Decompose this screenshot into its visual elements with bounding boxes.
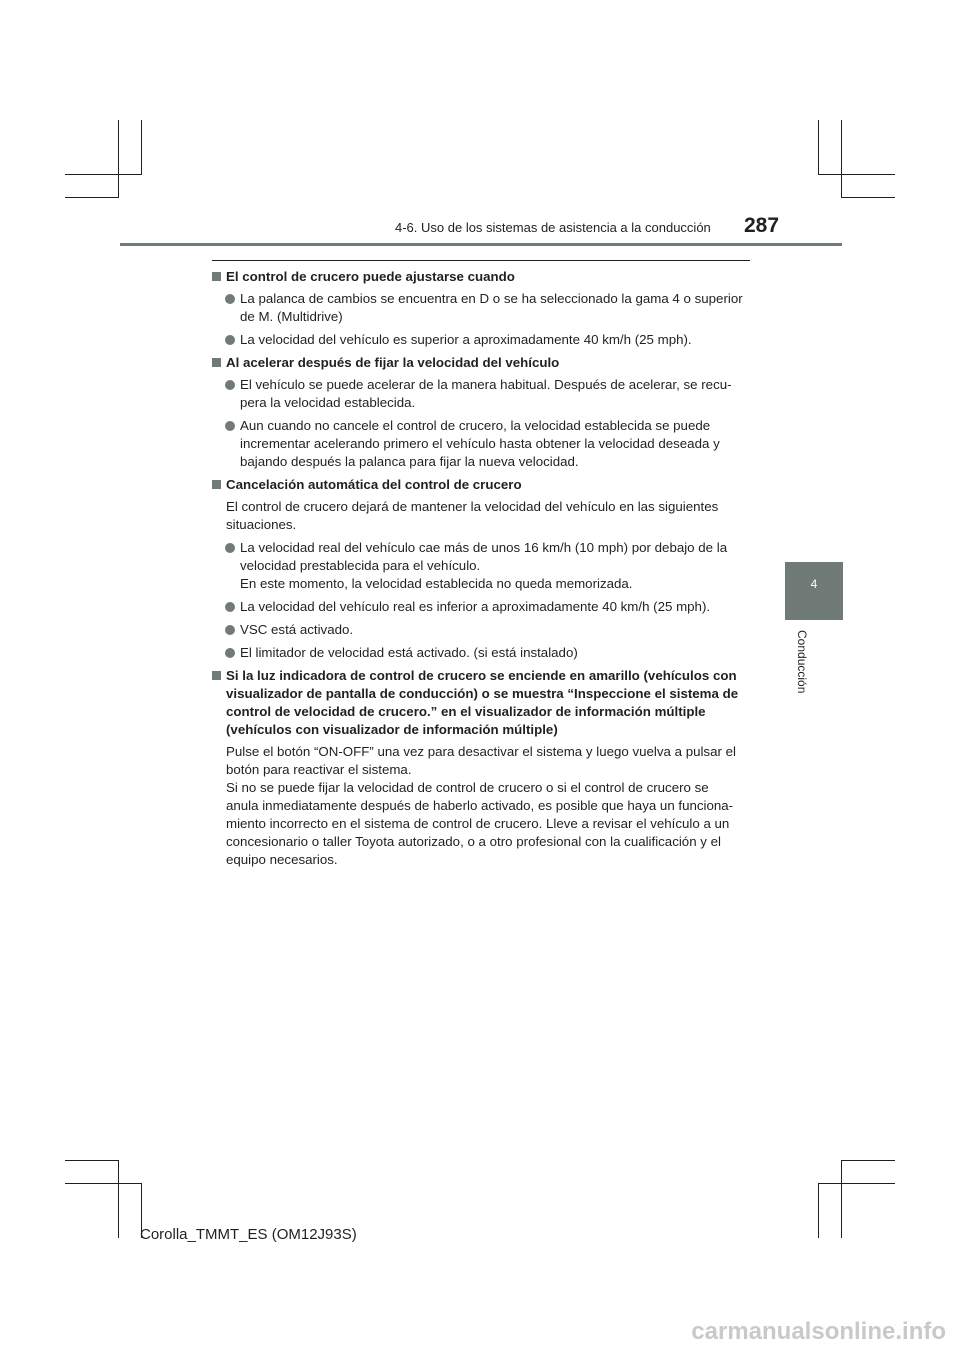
section-heading: Si la luz indicadora de control de crucero se enciende en amarillo (vehículos con visualizador de pantalla de conducción) o se muestra “Inspeccione el sistema de control de velocidad de crucero.” en el visualizador de información múltiple (vehículos con visualizador de información múltiple) (212, 667, 752, 739)
section-intro: El control de crucero dejará de mantener la velocidad del vehículo en las siguientes situaciones. (226, 499, 719, 532)
crop-mark (141, 120, 142, 175)
circle-bullet-icon (225, 543, 235, 553)
list-item: El vehículo se puede acelerar de la manera habitual. Después de acelerar, se recu- pera la velocidad establecida. (212, 376, 752, 412)
square-bullet-icon (212, 671, 221, 680)
chapter-label-text: Conducción (795, 630, 809, 694)
list-item: El limitador de velocidad está activado. (si está instalado) (212, 644, 752, 662)
header-rule (120, 243, 842, 246)
crop-mark (841, 1160, 842, 1238)
circle-bullet-icon (225, 335, 235, 345)
circle-bullet-icon (225, 380, 235, 390)
footer-document-code: Corolla_TMMT_ES (OM12J93S) (140, 1226, 357, 1243)
square-bullet-icon (212, 480, 221, 489)
circle-bullet-icon (225, 625, 235, 635)
square-bullet-icon (212, 272, 221, 281)
crop-mark (818, 1183, 819, 1238)
crop-mark (841, 197, 895, 198)
content-rule (212, 260, 750, 261)
section-heading: Al acelerar después de fijar la velocidad del vehículo (212, 354, 752, 372)
page-number: 287 (744, 214, 780, 237)
crop-mark (841, 120, 842, 198)
crop-mark (65, 197, 119, 198)
list-item: La velocidad del vehículo es superior a aproximadamente 40 km/h (25 mph). (212, 331, 752, 349)
circle-bullet-icon (225, 602, 235, 612)
section-heading: El control de crucero puede ajustarse cuando (212, 268, 752, 286)
crop-mark (65, 1183, 142, 1184)
list-item: La velocidad real del vehículo cae más de unos 16 km/h (10 mph) por debajo de la velocidad prestablecida para el vehículo. En este momento, la velocidad establecida no queda memorizada. (212, 539, 752, 593)
list-item: Aun cuando no cancele el control de crucero, la velocidad establecida se puede incrementar acelerando primero el vehículo hasta obtener la velocidad deseada y bajando después la palanca para fijar la nueva velocidad. (212, 417, 752, 471)
square-bullet-icon (212, 358, 221, 367)
crop-mark (65, 1160, 119, 1161)
circle-bullet-icon (225, 421, 235, 431)
circle-bullet-icon (225, 648, 235, 658)
circle-bullet-icon (225, 294, 235, 304)
list-item: VSC está activado. (212, 621, 752, 639)
list-item: La velocidad del vehículo real es inferior a aproximadamente 40 km/h (25 mph). (212, 598, 752, 616)
crop-mark (818, 1183, 895, 1184)
manual-content (212, 268, 752, 874)
crop-mark (65, 174, 142, 175)
crop-mark (841, 1160, 895, 1161)
crop-mark (818, 120, 819, 175)
list-item: La palanca de cambios se encuentra en D o se ha seleccionado la gama 4 o superior de M. (Multidrive) (212, 290, 752, 326)
section-body: Pulse el botón “ON-OFF” una vez para desactivar el sistema y luego vuelva a pulsar el botón para reactivar el sistema. Si no se puede fijar la velocidad de control de crucero o si el control de crucero se anula inmediatamente después de haberlo activado, es posible que haya un funciona- miento incorrecto en el sistema de control de crucero. Lleve a revisar el vehículo a un concesionario o taller Toyota autorizado, o a otro profesional con la cualificación y el equipo necesarios. (226, 744, 736, 867)
chapter-tab[interactable] (785, 562, 843, 620)
chapter-label (780, 630, 824, 720)
section-title: 4-6. Uso de los sistemas de asistencia a la conducción (395, 220, 711, 235)
section-heading: Cancelación automática del control de crucero (212, 476, 752, 494)
crop-mark (818, 174, 895, 175)
chapter-number: 4 (810, 577, 818, 591)
crop-mark (118, 120, 119, 198)
crop-mark (118, 1160, 119, 1238)
watermark[interactable]: carmanualsonline.info (691, 1318, 946, 1345)
